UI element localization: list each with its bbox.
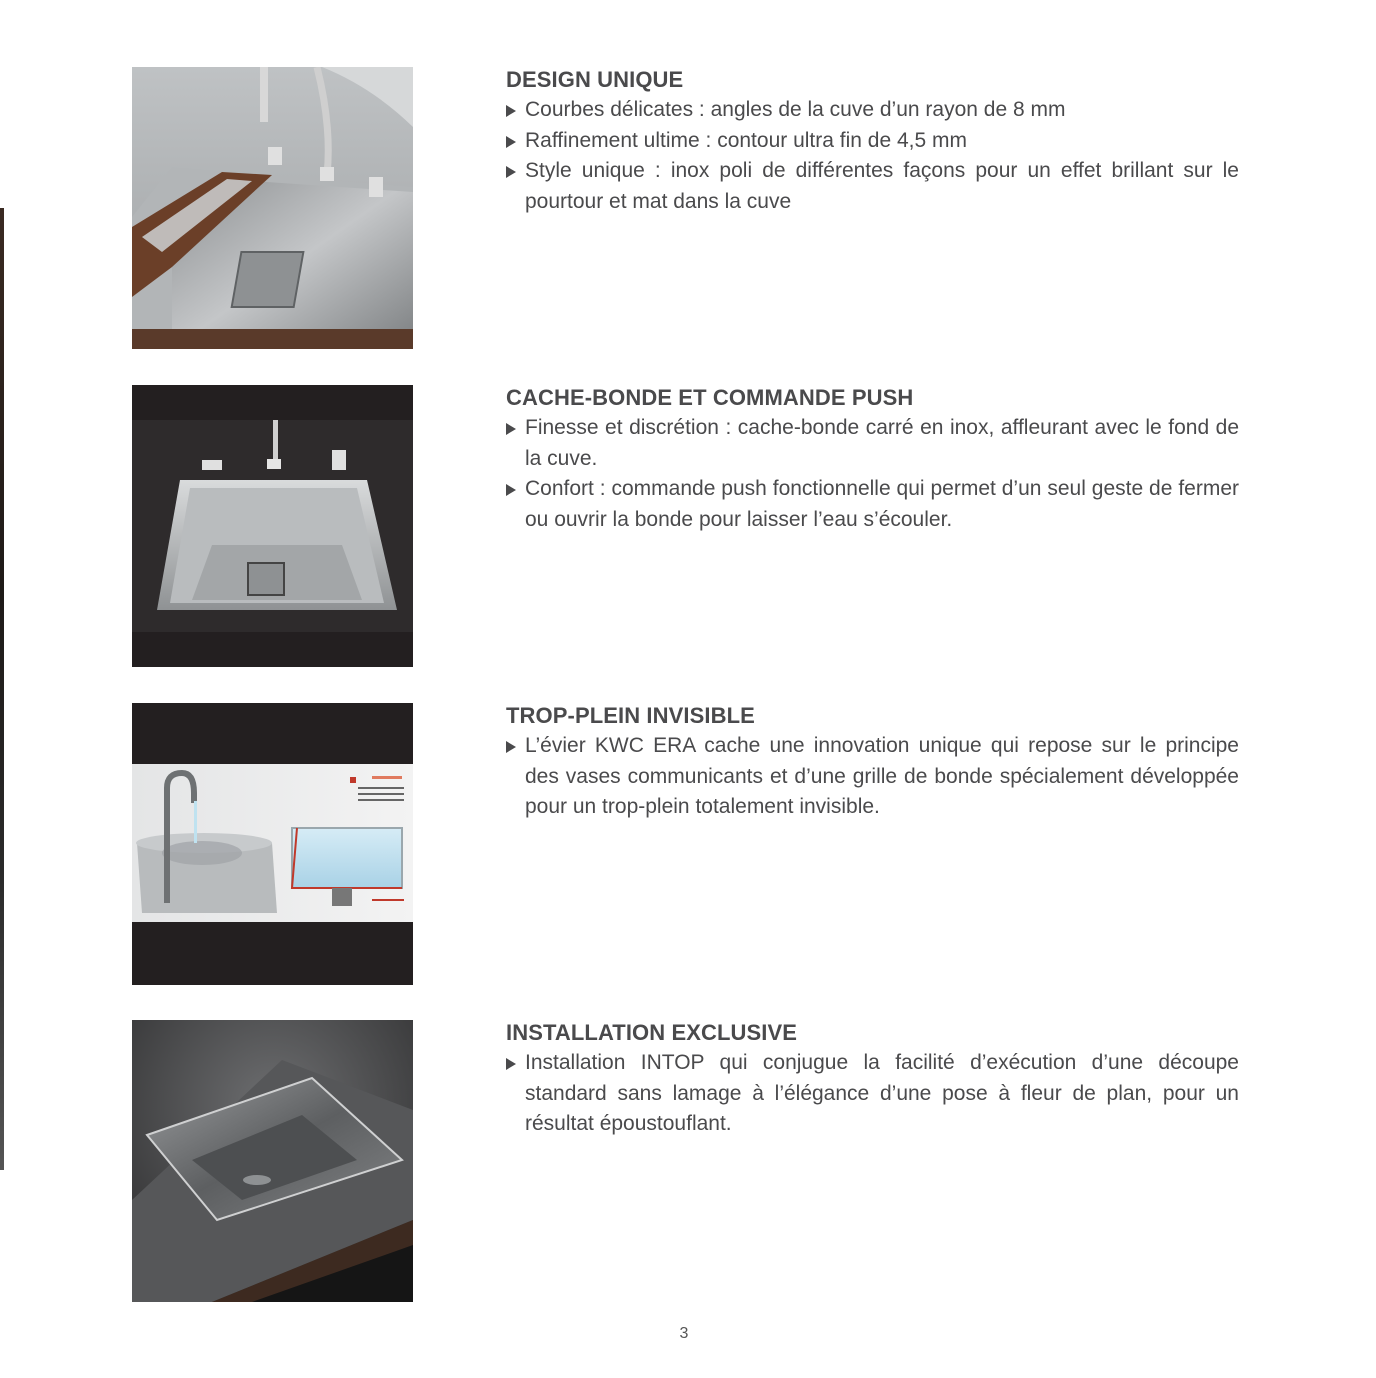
bullet-list [506,1048,1239,1140]
bullet-triangle-icon [506,1058,516,1070]
page-number: 3 [679,1325,689,1342]
list-item [506,95,1239,126]
list-item [506,413,1239,474]
sink-faucet-photo [132,67,413,349]
overflow-diagram-photo [132,703,413,985]
section-trop-plein [0,703,1376,985]
section-text [506,1020,1239,1140]
section-heading: DESIGN UNIQUE [506,67,684,92]
bullet-triangle-icon [506,166,516,178]
bullet-list [506,413,1239,535]
bullet-triangle-icon [506,423,516,435]
bullet-triangle-icon [506,741,516,753]
bullet-text: Confort : commande push fonctionnelle qui permet d’un seul geste de fermer ou ouvrir la bonde pour laisser l’eau s’écouler. [525,477,1239,531]
list-item [506,126,1239,157]
bullet-list [506,95,1239,217]
section-design-unique [0,67,1376,349]
section-installation [0,1020,1376,1302]
bullet-text: Style unique : inox poli de différentes façons pour un effet brillant sur le pourtour et mat dans la cuve [525,159,1239,213]
section-cache-bonde [0,385,1376,667]
section-heading: CACHE-BONDE ET COMMANDE PUSH [506,385,914,410]
list-item [506,1048,1239,1140]
bullet-text: Courbes délicates : angles de la cuve d’un rayon de 8 mm [525,98,1066,121]
section-heading: TROP-PLEIN INVISIBLE [506,703,755,728]
bullet-triangle-icon [506,136,516,148]
list-item [506,474,1239,535]
sink-dark-background-photo [132,385,413,667]
section-text [506,67,1239,217]
bullet-triangle-icon [506,105,516,117]
bullet-text: Raffinement ultime : contour ultra fin de 4,5 mm [525,128,967,152]
list-item [506,731,1239,823]
list-item [506,156,1239,217]
section-text [506,385,1239,535]
bullet-list [506,731,1239,823]
section-text [506,703,1239,823]
flush-mount-sink-photo [132,1020,413,1302]
bullet-text: Installation INTOP qui conjugue la facilité d’exécution d’une découpe standard sans lamage à l’élégance d’une pose à fleur de plan, pour un résultat époustouflant. [525,1051,1239,1135]
bullet-triangle-icon [506,484,516,496]
bullet-text: Finesse et discrétion : cache-bonde carré en inox, affleurant avec le fond de la cuve. [525,416,1239,470]
bullet-text: L’évier KWC ERA cache une innovation unique qui repose sur le principe des vases communicants et d’une grille de bonde spécialement développée pour un trop-plein totalement invisible. [525,734,1239,818]
section-heading: INSTALLATION EXCLUSIVE [506,1020,798,1045]
